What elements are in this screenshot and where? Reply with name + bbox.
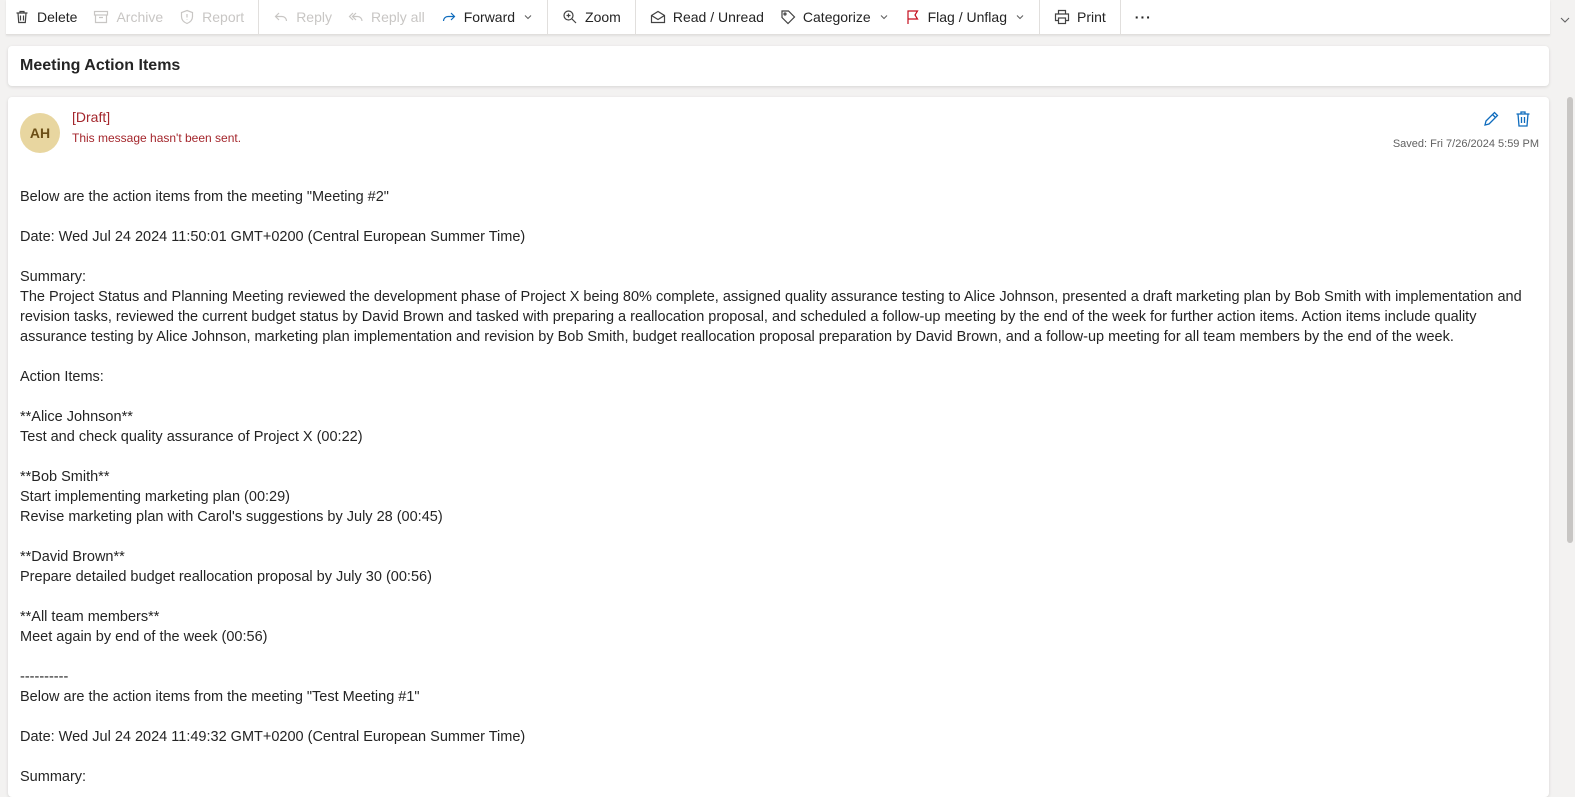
- categorize-label: Categorize: [802, 9, 871, 25]
- more-options-icon: ···: [1134, 9, 1152, 25]
- print-button[interactable]: [1046, 0, 1114, 34]
- reply-all-label: Reply all: [370, 9, 425, 25]
- categorize-button[interactable]: [772, 0, 897, 34]
- report-label: Report: [202, 9, 245, 25]
- body-line: **David Brown**: [20, 549, 125, 565]
- flag-icon: [905, 9, 921, 25]
- printer-icon: [1054, 9, 1070, 25]
- body-line: Meet again by end of the week (00:56): [20, 629, 268, 645]
- toolbar-divider: [1120, 0, 1121, 34]
- reply-icon: [273, 9, 289, 25]
- body-line: Summary:: [20, 769, 87, 785]
- draft-note: This message hasn't been sent.: [72, 131, 242, 145]
- discard-trash-icon[interactable]: [1513, 109, 1533, 129]
- archive-button[interactable]: [85, 0, 171, 34]
- body-line: **Alice Johnson**: [20, 409, 133, 425]
- body-line: Summary:: [20, 269, 87, 285]
- toolbar-divider: [258, 0, 259, 34]
- envelope-open-icon: [650, 9, 666, 25]
- toolbar-divider: [1039, 0, 1040, 34]
- delete-button[interactable]: [6, 0, 85, 34]
- body-line: Action Items:: [20, 369, 104, 385]
- body-line: Start implementing marketing plan (00:29): [20, 489, 290, 505]
- body-blank-line: [20, 587, 1530, 607]
- read-unread-label: Read / Unread: [672, 9, 764, 25]
- tag-icon: [780, 9, 796, 25]
- scrollbar-thumb[interactable]: [1567, 97, 1573, 543]
- shield-icon: [179, 9, 195, 25]
- body-line: The Project Status and Planning Meeting reviewed the development phase of Project X being 80% complete, assigned quality assurance testing to Alice Johnson, presented a draft marketing plan by Bob Smith with implementation and revision tasks, reviewed the current budget status by David Brown and tasked with preparing a reallocation proposal, and scheduled a follow-up meeting by the end of the week for further action items. Action items include quality assurance testing by Alice Johnson, marketing plan implementation and revision by Bob Smith, budget reallocation proposal preparation by David Brown, and a follow-up meeting for all team members by the end of the week.: [20, 289, 1526, 345]
- saved-timestamp: Saved: Fri 7/26/2024 5:59 PM: [1392, 138, 1539, 150]
- zoom-icon: [562, 9, 578, 25]
- flag-unflag-label: Flag / Unflag: [927, 9, 1007, 25]
- reply-label: Reply: [296, 9, 332, 25]
- toolbar-divider: [547, 0, 548, 34]
- flag-unflag-button[interactable]: [897, 0, 1033, 34]
- body-line: Date: Wed Jul 24 2024 11:50:01 GMT+0200 (Central European Summer Time): [20, 229, 526, 245]
- delete-label: Delete: [37, 9, 78, 25]
- avatar-initials: AH: [29, 125, 51, 141]
- body-line: Revise marketing plan with Carol's suggestions by July 28 (00:45): [20, 509, 443, 525]
- reply-all-button[interactable]: [340, 0, 433, 34]
- forward-button[interactable]: [433, 0, 541, 34]
- message-subject: [8, 46, 1549, 86]
- body-blank-line: [20, 527, 1530, 547]
- toolbar-divider: [635, 0, 636, 34]
- body-line: **Bob Smith**: [20, 469, 110, 485]
- print-label: Print: [1076, 9, 1106, 25]
- body-line: Below are the action items from the meeting "Test Meeting #1": [20, 689, 420, 705]
- body-line: Below are the action items from the meeting "Meeting #2": [20, 189, 389, 205]
- body-blank-line: [20, 707, 1530, 727]
- chevron-down-icon[interactable]: [1015, 12, 1025, 22]
- body-line: ----------: [20, 669, 69, 685]
- edit-pencil-icon[interactable]: [1481, 109, 1501, 129]
- read-unread-button[interactable]: [642, 0, 772, 34]
- archive-label: Archive: [116, 9, 164, 25]
- trash-icon: [14, 9, 30, 25]
- message-card: [8, 97, 1549, 797]
- command-toolbar: [6, 0, 1550, 35]
- body-line: Test and check quality assurance of Project X (00:22): [20, 429, 363, 445]
- body-blank-line: [20, 447, 1530, 467]
- message-body: [20, 187, 1530, 787]
- draft-label[interactable]: [Draft]: [72, 109, 111, 125]
- archive-icon: [93, 9, 109, 25]
- body-blank-line: [20, 647, 1530, 667]
- chevron-down-icon[interactable]: [879, 12, 889, 22]
- body-line: **All team members**: [20, 609, 160, 625]
- zoom-button[interactable]: [554, 0, 629, 34]
- body-blank-line: [20, 347, 1530, 367]
- subject-text: Meeting Action Items: [20, 57, 181, 74]
- body-blank-line: [20, 247, 1530, 267]
- more-options-button[interactable]: [1127, 0, 1160, 34]
- avatar[interactable]: [20, 113, 60, 153]
- forward-icon: [441, 9, 457, 25]
- report-button[interactable]: [171, 0, 252, 34]
- chevron-down-icon[interactable]: [523, 12, 533, 22]
- zoom-label: Zoom: [585, 9, 621, 25]
- body-blank-line: [20, 747, 1530, 767]
- reply-button[interactable]: [265, 0, 340, 34]
- body-line: Date: Wed Jul 24 2024 11:49:32 GMT+0200 (Central European Summer Time): [20, 729, 526, 745]
- body-line: Prepare detailed budget reallocation proposal by July 30 (00:56): [20, 569, 432, 585]
- reply-all-icon: [348, 9, 364, 25]
- body-blank-line: [20, 207, 1530, 227]
- forward-label: Forward: [463, 9, 516, 25]
- body-blank-line: [20, 387, 1530, 407]
- chevron-down-icon[interactable]: [1559, 14, 1571, 26]
